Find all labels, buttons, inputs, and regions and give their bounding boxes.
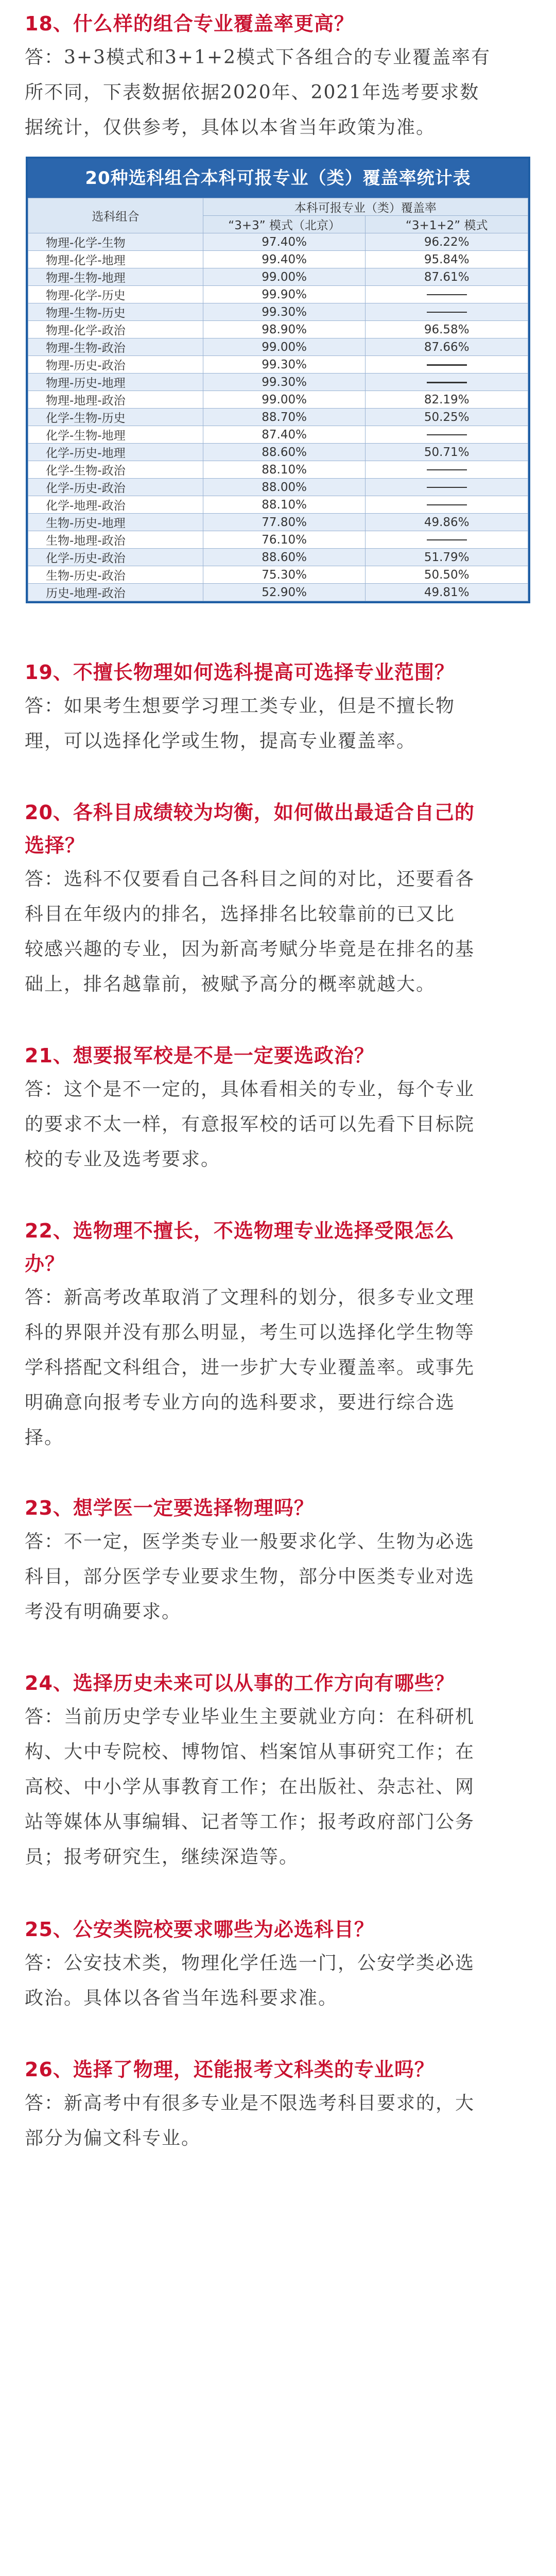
answer-line: 校的专业及选考要求。 bbox=[25, 1149, 221, 1170]
answer-line: 站等媒体从事编辑、记者等工作；报考政府部门公务 bbox=[25, 1811, 475, 1833]
coverage-33-cell: 88.00% bbox=[203, 479, 366, 496]
answer-line: 理，可以选择化学或生物，提高专业覆盖率。 bbox=[25, 731, 416, 752]
question-heading: 21、想要报军校是不是一定要选政治？ bbox=[25, 1044, 374, 1067]
coverage-312-cell: 87.61% bbox=[366, 268, 528, 286]
table-row bbox=[28, 549, 528, 566]
dash-placeholder bbox=[427, 469, 467, 470]
dash-placeholder bbox=[427, 382, 467, 383]
section-20 bbox=[25, 759, 531, 1002]
coverage-312-cell bbox=[366, 461, 528, 479]
coverage-312-cell: 95.84% bbox=[366, 251, 528, 268]
answer-line: 答：3+3模式和3+1+2模式下各组合的专业覆盖率有 bbox=[25, 47, 491, 68]
combo-cell: 化学-历史-政治 bbox=[28, 479, 203, 496]
table-row bbox=[28, 444, 528, 461]
coverage-312-cell: 96.22% bbox=[366, 233, 528, 251]
table-row bbox=[28, 356, 528, 374]
question-heading: 25、公安类院校要求哪些为必选科目？ bbox=[25, 1918, 374, 1941]
table-row bbox=[28, 409, 528, 426]
combo-cell: 化学-历史-地理 bbox=[28, 444, 203, 461]
combo-cell: 历史-地理-政治 bbox=[28, 584, 203, 601]
answer-line: 构、大中专院校、博物馆、档案馆从事研究工作；在 bbox=[25, 1741, 475, 1762]
table-row bbox=[28, 566, 528, 584]
table-row bbox=[28, 233, 528, 251]
coverage-312-cell: 50.50% bbox=[366, 566, 528, 584]
coverage-312-cell: 82.19% bbox=[366, 391, 528, 409]
coverage-33-cell: 97.40% bbox=[203, 233, 366, 251]
section-19 bbox=[25, 603, 531, 759]
coverage-312-cell bbox=[366, 286, 528, 303]
question-heading: 办？ bbox=[25, 1252, 65, 1275]
coverage-table-grid bbox=[28, 198, 528, 601]
coverage-312-cell: 49.86% bbox=[366, 514, 528, 531]
answer-line: 学科搭配文科组合，进一步扩大专业覆盖率。或事先 bbox=[25, 1357, 475, 1378]
table-title: 20种选科组合本科可报专业（类）覆盖率统计表 bbox=[28, 159, 528, 198]
coverage-33-cell: 75.30% bbox=[203, 566, 366, 584]
dash-placeholder bbox=[427, 539, 467, 540]
answer-line: 答：新高考改革取消了文理科的划分，很多专业文理 bbox=[25, 1287, 475, 1308]
table-row bbox=[28, 338, 528, 356]
combo-cell: 生物-历史-政治 bbox=[28, 566, 203, 584]
section-24 bbox=[25, 1630, 531, 1875]
answer-line: 答：选科不仅要看自己各科目之间的对比，还要看各 bbox=[25, 869, 475, 890]
coverage-33-cell: 77.80% bbox=[203, 514, 366, 531]
coverage-312-cell: 50.71% bbox=[366, 444, 528, 461]
combo-cell: 物理-化学-政治 bbox=[28, 321, 203, 338]
answer-line: 答：不一定，医学类专业一般要求化学、生物为必选 bbox=[25, 1531, 475, 1552]
answer-line: 较感兴趣的专业，因为新高考赋分毕竟是在排名的基 bbox=[25, 939, 475, 960]
coverage-312-cell bbox=[366, 356, 528, 374]
answer-line: 答：公安技术类，物理化学任选一门，公安学类必选 bbox=[25, 1953, 475, 1974]
qa-sections bbox=[25, 603, 531, 2156]
answer-line: 高校、中小学从事教育工作；在出版社、杂志社、网 bbox=[25, 1776, 475, 1798]
coverage-33-cell: 98.90% bbox=[203, 321, 366, 338]
table-row bbox=[28, 531, 528, 549]
coverage-33-cell: 99.30% bbox=[203, 303, 366, 321]
coverage-312-cell bbox=[366, 531, 528, 549]
dash-placeholder bbox=[427, 364, 467, 366]
answer-line: 政治。具体以各省当年选科要求准。 bbox=[25, 1988, 338, 2009]
answer-line: 考没有明确要求。 bbox=[25, 1601, 182, 1622]
combo-cell: 化学-生物-历史 bbox=[28, 409, 203, 426]
coverage-33-cell: 88.70% bbox=[203, 409, 366, 426]
combo-cell: 化学-生物-地理 bbox=[28, 426, 203, 444]
table-row bbox=[28, 584, 528, 601]
answer-line: 的要求不太一样，有意报军校的话可以先看下目标院 bbox=[25, 1114, 475, 1135]
dash-placeholder bbox=[427, 312, 467, 313]
section-21 bbox=[25, 1002, 531, 1177]
coverage-312-cell: 96.58% bbox=[366, 321, 528, 338]
coverage-33-cell: 88.60% bbox=[203, 444, 366, 461]
table-row bbox=[28, 391, 528, 409]
coverage-312-cell bbox=[366, 426, 528, 444]
combo-cell: 物理-历史-地理 bbox=[28, 374, 203, 391]
coverage-33-cell: 52.90% bbox=[203, 584, 366, 601]
answer-line: 科目在年级内的排名，选择排名比较靠前的已又比 bbox=[25, 904, 456, 925]
answer-line: 部分为偏文科专业。 bbox=[25, 2128, 201, 2149]
coverage-33-cell: 99.30% bbox=[203, 356, 366, 374]
coverage-33-cell: 99.00% bbox=[203, 391, 366, 409]
question-heading: 18、什么样的组合专业覆盖率更高？ bbox=[25, 12, 354, 35]
section-22 bbox=[25, 1177, 531, 1455]
combo-cell: 物理-历史-政治 bbox=[28, 356, 203, 374]
coverage-33-cell: 99.00% bbox=[203, 268, 366, 286]
combo-cell: 物理-生物-政治 bbox=[28, 338, 203, 356]
table-row bbox=[28, 479, 528, 496]
combo-cell: 生物-历史-地理 bbox=[28, 514, 203, 531]
coverage-312-cell: 87.66% bbox=[366, 338, 528, 356]
coverage-312-cell bbox=[366, 303, 528, 321]
answer-line: 择。 bbox=[25, 1427, 64, 1448]
table-row bbox=[28, 374, 528, 391]
table-row bbox=[28, 496, 528, 514]
question-heading: 26、选择了物理，还能报考文科类的专业吗？ bbox=[25, 2058, 435, 2081]
table-body bbox=[28, 233, 528, 601]
combo-cell: 化学-生物-政治 bbox=[28, 461, 203, 479]
coverage-312-cell bbox=[366, 479, 528, 496]
table-row bbox=[28, 286, 528, 303]
answer-line: 所不同，下表数据依据2020年、2021年选考要求数 bbox=[25, 82, 480, 103]
table-row bbox=[28, 268, 528, 286]
section-23 bbox=[25, 1455, 531, 1630]
question-heading: 20、各科目成绩较为均衡，如何做出最适合自己的 bbox=[25, 801, 475, 824]
answer-line: 答：如果考生想要学习理工类专业，但是不擅长物 bbox=[25, 696, 456, 717]
header-col-312: “3+1+2” 模式 bbox=[366, 216, 528, 233]
combo-cell: 物理-化学-地理 bbox=[28, 251, 203, 268]
combo-cell: 物理-化学-历史 bbox=[28, 286, 203, 303]
question-heading: 22、选物理不擅长，不选物理专业选择受限怎么 bbox=[25, 1219, 455, 1242]
header-coverage: 本科可报专业（类）覆盖率 bbox=[203, 198, 528, 216]
coverage-33-cell: 87.40% bbox=[203, 426, 366, 444]
question-heading: 19、不擅长物理如何选科提高可选择专业范围？ bbox=[25, 661, 455, 684]
section-25 bbox=[25, 1875, 531, 2016]
answer-line: 答：这个是不一定的，具体看相关的专业，每个专业 bbox=[25, 1079, 475, 1100]
answer-line: 础上，排名越靠前，被赋予高分的概率就越大。 bbox=[25, 974, 436, 995]
coverage-312-cell bbox=[366, 374, 528, 391]
combo-cell: 物理-生物-地理 bbox=[28, 268, 203, 286]
question-heading: 选择？ bbox=[25, 834, 85, 857]
dash-placeholder bbox=[427, 294, 467, 295]
answer-line: 科目，部分医学专业要求生物，部分中医类专业对选 bbox=[25, 1566, 475, 1587]
question-heading: 23、想学医一定要选择物理吗？ bbox=[25, 1497, 314, 1519]
table-row bbox=[28, 251, 528, 268]
coverage-312-cell: 50.25% bbox=[366, 409, 528, 426]
coverage-33-cell: 99.00% bbox=[203, 338, 366, 356]
table-row bbox=[28, 321, 528, 338]
combo-cell: 化学-地理-政治 bbox=[28, 496, 203, 514]
coverage-33-cell: 88.10% bbox=[203, 496, 366, 514]
coverage-312-cell: 49.81% bbox=[366, 584, 528, 601]
table-row bbox=[28, 303, 528, 321]
header-col-33: “3+3” 模式（北京） bbox=[203, 216, 366, 233]
table-row bbox=[28, 461, 528, 479]
coverage-33-cell: 99.30% bbox=[203, 374, 366, 391]
combo-cell: 物理-化学-生物 bbox=[28, 233, 203, 251]
section-26 bbox=[25, 2016, 531, 2156]
combo-cell: 化学-历史-政治 bbox=[28, 549, 203, 566]
section-18 bbox=[25, 0, 531, 603]
answer-line: 员；报考研究生，继续深造等。 bbox=[25, 1846, 299, 1868]
question-heading: 24、选择历史未来可以从事的工作方向有哪些？ bbox=[25, 1672, 455, 1694]
dash-placeholder bbox=[427, 434, 467, 435]
dash-placeholder bbox=[427, 487, 467, 488]
combo-cell: 物理-地理-政治 bbox=[28, 391, 203, 409]
header-combo: 选科组合 bbox=[28, 198, 203, 233]
dash-placeholder bbox=[427, 504, 467, 505]
answer-line: 答：当前历史学专业毕业生主要就业方向：在科研机 bbox=[25, 1706, 475, 1727]
coverage-33-cell: 99.90% bbox=[203, 286, 366, 303]
table-row bbox=[28, 426, 528, 444]
answer-line: 明确意向报考专业方向的选科要求，要进行综合选 bbox=[25, 1392, 456, 1413]
table-row bbox=[28, 514, 528, 531]
coverage-33-cell: 99.40% bbox=[203, 251, 366, 268]
coverage-33-cell: 76.10% bbox=[203, 531, 366, 549]
coverage-312-cell bbox=[366, 496, 528, 514]
coverage-33-cell: 88.60% bbox=[203, 549, 366, 566]
coverage-312-cell: 51.79% bbox=[366, 549, 528, 566]
combo-cell: 生物-地理-政治 bbox=[28, 531, 203, 549]
answer-line: 据统计，仅供参考，具体以本省当年政策为准。 bbox=[25, 117, 436, 138]
coverage-table bbox=[26, 157, 530, 603]
coverage-33-cell: 88.10% bbox=[203, 461, 366, 479]
answer-line: 答：新高考中有很多专业是不限选考科目要求的，大 bbox=[25, 2093, 475, 2114]
answer-line: 科的界限并没有那么明显，考生可以选择化学生物等 bbox=[25, 1322, 475, 1343]
combo-cell: 物理-生物-历史 bbox=[28, 303, 203, 321]
